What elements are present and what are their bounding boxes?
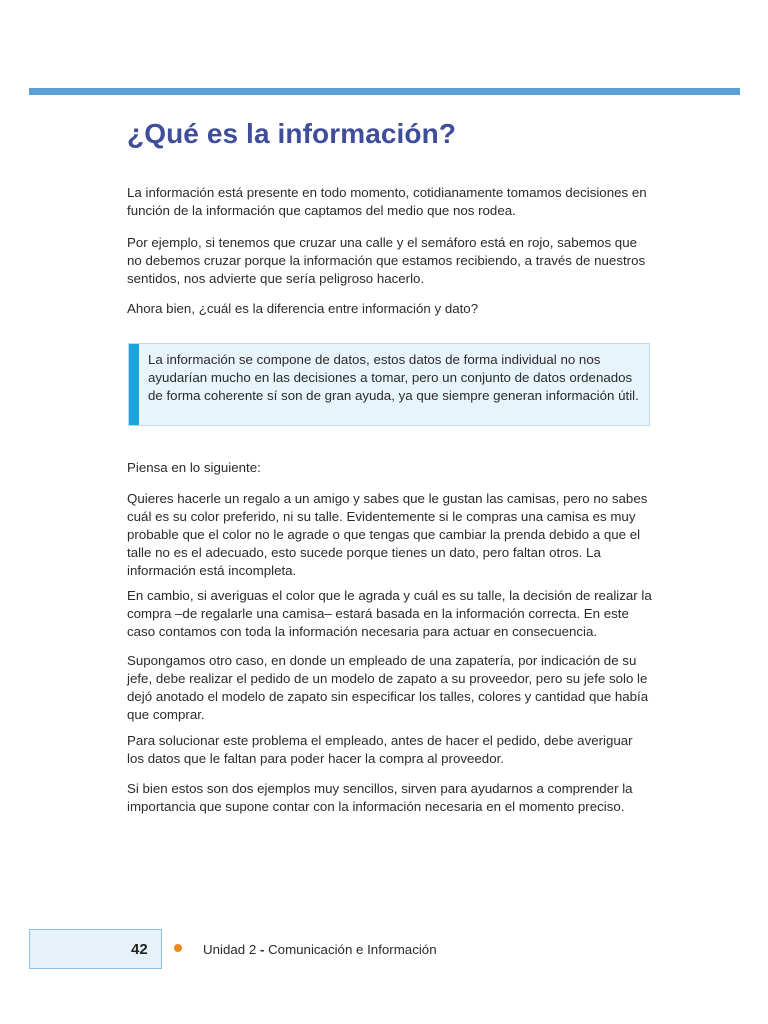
paragraph-example: Por ejemplo, si tenemos que cruzar una calle y el semáforo está en rojo, sabemos que no debemos cruzar porque la información que estamos recibiendo, a través de nuestros sentidos, nos advierte que sería peligroso hacerlo.: [127, 235, 646, 286]
bullet-dot-icon: [174, 944, 182, 952]
footer-unit-title: [203, 942, 437, 957]
page-number: 42: [131, 941, 148, 958]
footer-separator: -: [259, 942, 265, 957]
page-title: ¿Qué es la información?: [127, 118, 457, 149]
paragraph-shoe-example: Supongamos otro caso, en donde un empleado de una zapatería, por indicación de su jefe, debe realizar el pedido de un modelo de zapato a su proveedor, pero su jefe solo le dejó anotado el modelo de zapato sin especificar los talles, colores y cantidad que había que comprar.: [127, 653, 649, 722]
paragraph-gift-example: Quieres hacerle un regalo a un amigo y sabes que le gustan las camisas, pero no sabes cuál es su color preferido, ni su talle. Evidentemente si le compras una camisa es muy probable que el color no le agrade o que tengas que cambiar la prenda debido a que el talle no es el adecuado, esto sucede porque tienes un dato, pero faltan otros. La información está incompleta.: [127, 491, 648, 578]
paragraph-solution: Para solucionar este problema el empleado, antes de hacer el pedido, debe averiguar los datos que le faltan para poder hacer la compra al proveedor.: [127, 733, 633, 766]
paragraph-complete-info: En cambio, si averiguas el color que le agrada y cuál es su talle, la decisión de realizar la compra –de regalarle una camisa– estará basada en la información correcta. En este caso contamos con toda la información necesaria para actuar en consecuencia.: [127, 588, 652, 639]
definition-callout: [128, 343, 650, 426]
paragraph-conclusion: Si bien estos son dos ejemplos muy sencillos, sirven para ayudarnos a comprender la importancia que supone contar con la información necesaria en el momento preciso.: [127, 781, 633, 814]
paragraph-think: Piensa en lo siguiente:: [127, 460, 261, 475]
footer-unit: Unidad 2: [203, 942, 257, 957]
callout-accent-bar: [129, 344, 139, 425]
paragraph-intro: La información está presente en todo momento, cotidianamente tomamos decisiones en función de la información que captamos del medio que nos rodea.: [127, 185, 647, 218]
header-rule: [29, 88, 740, 95]
footer-section: Comunicación e Información: [268, 942, 437, 957]
callout-text: La información se compone de datos, estos datos de forma individual no nos ayudarían mucho en las decisiones a tomar, pero un conjunto de datos ordenados de forma coherente sí son de gran ayuda, ya que siempre generan información útil.: [148, 352, 639, 403]
paragraph-question: Ahora bien, ¿cuál es la diferencia entre información y dato?: [127, 301, 479, 316]
